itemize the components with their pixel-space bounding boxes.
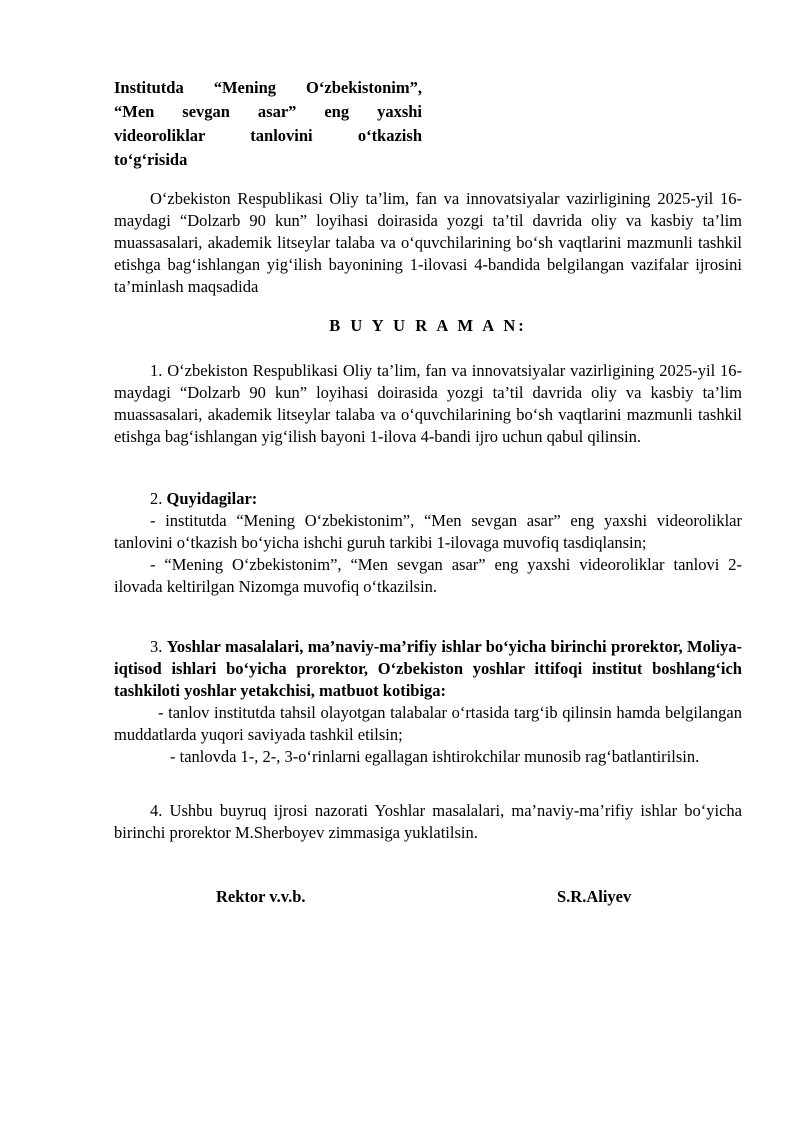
item-1-paragraph: 1. O‘zbekiston Respublikasi Oliy ta’lim, fan va innovatsiyalar vazirligining 2025-yil 16-maydagi “Dolzarb 90 kun” loyihasi doirasida yozgi ta’til davrida oliy va kasbiy ta’lim muassasalari, akademik litseylar talaba va o‘quvchilarining bo‘sh vaqtlarini mazmunli tashkil etishga bag‘ishlangan yig‘ilish bayoni 1-ilova 4-bandi ijro uchun qabul qilinsin. [114, 361, 742, 446]
item-4-paragraph: 4. Ushbu buyruq ijrosi nazorati Yoshlar masalalari, ma’naviy-ma’rifiy ishlar bo‘yicha birinchi prorektor M.Sherboyev zimmasiga yuklatilsin. [114, 801, 742, 842]
item-2-heading-line [114, 488, 742, 510]
title-line: “Men sevgan asar” eng yaxshi [114, 102, 422, 121]
signature-position: Rektor v.v.b. [216, 887, 306, 906]
title-line: to‘g‘risida [114, 150, 188, 169]
item-3-sub-1: - tanlov institutda tahsil olayotgan talabalar o‘rtasida targ‘ib qilinsin hamda belgilangan muddatlarda yuqori saviyada tashkil etilsin; [114, 703, 742, 744]
document-title [114, 76, 422, 172]
item-3-block [114, 636, 742, 768]
item-2-heading: Quyidagilar: [166, 489, 258, 508]
item-3-heading-line [114, 636, 742, 702]
item-3-number: 3. [150, 637, 163, 656]
signature-name: S.R.Aliyev [557, 887, 632, 906]
item-3-sub-2: - tanlovda 1-, 2-, 3-o‘rinlarni egallagan ishtirokchilar munosib rag‘batlantirilsin. [170, 747, 700, 766]
item-2-sub-2: - “Mening O‘zbekistonim”, “Men sevgan asar” eng yaxshi videoroliklar tanlovi 2-ilovada keltirilgan Nizomga muvofiq o‘tkazilsin. [114, 555, 742, 596]
order-heading: B U Y U R A M A N: [329, 316, 527, 335]
title-line: videoroliklar tanlovini o‘tkazish [114, 126, 422, 145]
preamble-paragraph: O‘zbekiston Respublikasi Oliy ta’lim, fan va innovatsiyalar vazirligining 2025-yil 16-maydagi “Dolzarb 90 kun” loyihasi doirasida yozgi ta’til davrida oliy va kasbiy ta’lim muassasalari, akademik litseylar talaba va o‘quvchilarining bo‘sh vaqtlarini mazmunli tashkil etishga bag‘ishlangan yig‘ilish bayonining 1-ilovasi 4-bandida belgilangan vazifalar ijrosini ta’minlash maqsadida [114, 189, 742, 296]
item-3-heading: Yoshlar masalalari, ma’naviy-ma’rifiy ishlar bo‘yicha birinchi prorektor, Moliya-iqtisod ishlari bo‘yicha prorektor, O‘zbekiston yoshlar ittifoqi institut boshlang‘ich tashkiloti yoshlar yetakchisi, matbuot kotibiga: [114, 637, 742, 700]
title-line: Institutda “Mening O‘zbekistonim”, [114, 78, 422, 97]
item-2-number: 2. [150, 489, 163, 508]
item-2-block [114, 488, 742, 598]
item-2-sub-1: - institutda “Mening O‘zbekistonim”, “Men sevgan asar” eng yaxshi videoroliklar tanlovini o‘tkazish bo‘yicha ishchi guruh tarkibi 1-ilovaga muvofiq tasdiqlansin; [114, 511, 742, 552]
